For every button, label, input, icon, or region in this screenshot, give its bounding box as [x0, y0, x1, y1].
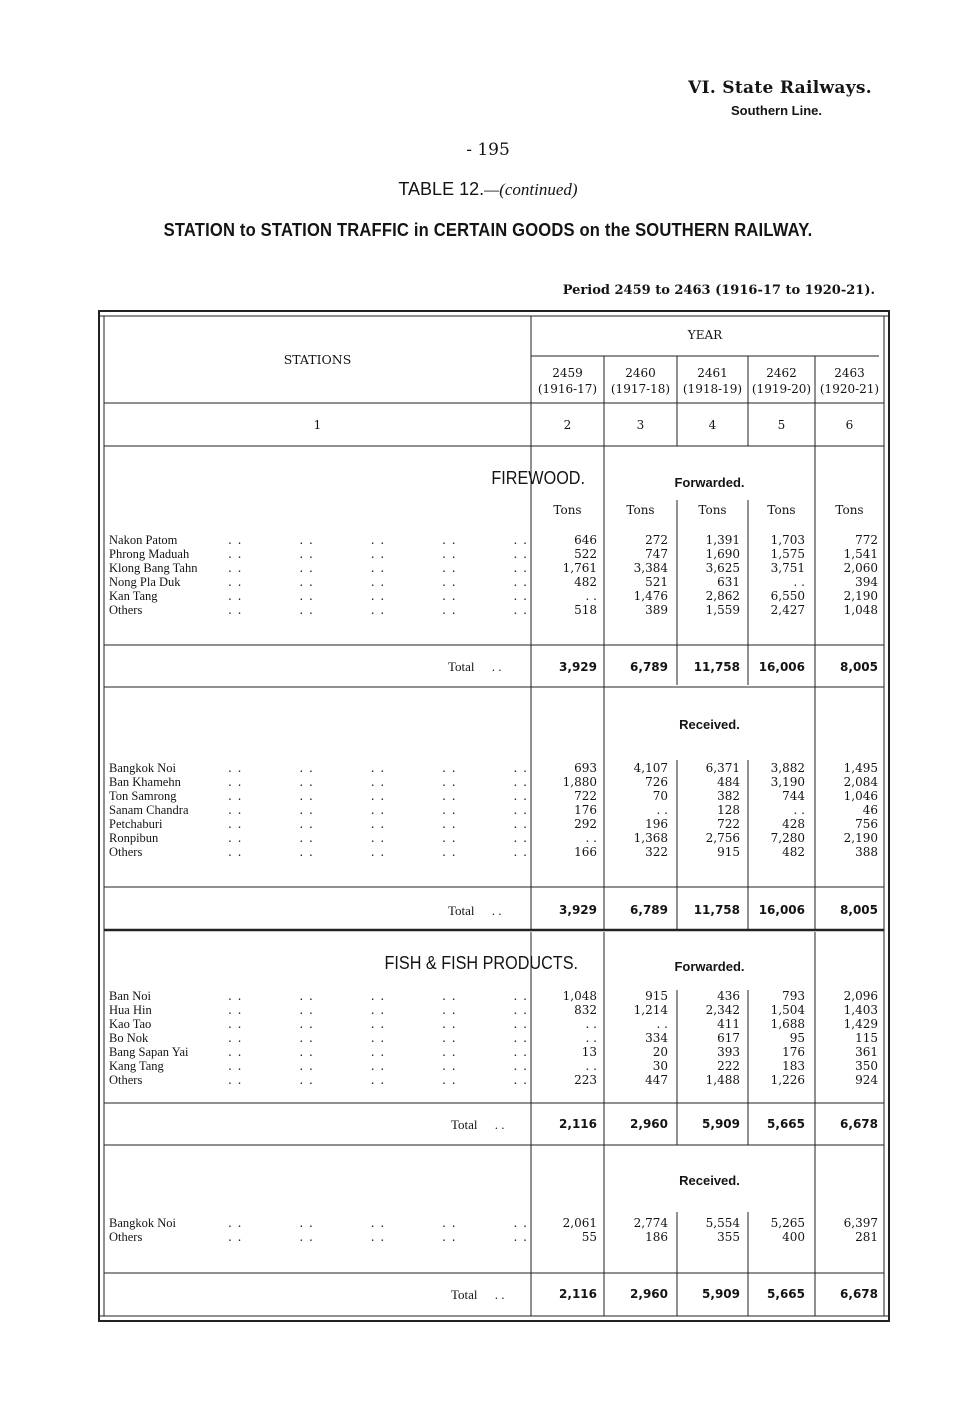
total-label: Total . .	[448, 659, 502, 674]
total-value: 6,789	[630, 903, 668, 917]
unit-label: Tons	[835, 503, 864, 517]
data-column: 793 1,504 1,688 95 176 183 1,226	[770, 989, 805, 1087]
unit-label: Tons	[698, 503, 727, 517]
year-col-2: 2460 (1917-18)	[610, 366, 671, 396]
forwarded-label: Forwarded.	[674, 959, 745, 974]
forwarded-label: Forwarded.	[674, 475, 745, 490]
station-name: Others	[109, 1073, 143, 1087]
main-title: STATION to STATION TRAFFIC in CERTAIN GOODS on the SOUTHERN RAILWAY.	[163, 220, 813, 240]
station-name: Ton Samrong	[109, 789, 177, 803]
leader-dots: . . . . . . . . . . . . . . . . . . . . . . . . . . . . . . . . . . . . . . . . . . . . . . . . . . . . . . . . . . . . . . . . . . . . . .	[228, 989, 528, 1087]
data-column: 915 1,214 . . 334 20 30 447	[633, 989, 668, 1087]
total-value: 8,005	[840, 660, 878, 674]
station-name: Nakon Patom	[109, 533, 178, 547]
data-column: 1,391 1,690 3,625 631 2,862 1,559	[705, 533, 740, 617]
col-number: 3	[636, 418, 645, 432]
unit-label: Tons	[767, 503, 796, 517]
col-number: 1	[313, 418, 322, 432]
data-column: 1,495 2,084 1,046 46 756 2,190 388	[843, 761, 878, 859]
station-name: Kang Tang	[109, 1059, 164, 1073]
station-name: Others	[109, 1230, 143, 1244]
unit-label: Tons	[626, 503, 655, 517]
leader-dots: . . . . . . . . . . . . . . . . . . . . . . . . . . . . . . . . . . . . . . . . . . . . . . . . . . . . . . . . . . . .	[228, 533, 528, 617]
total-value: 5,909	[702, 1287, 740, 1301]
station-name: Kao Tao	[109, 1017, 152, 1031]
station-name: Bangkok Noi	[109, 761, 177, 775]
section-title-firewood: FIREWOOD.	[491, 468, 585, 488]
unit-label: Tons	[553, 503, 582, 517]
total-label: Total . .	[448, 903, 502, 918]
data-column: 5,265 400	[770, 1216, 805, 1244]
data-column: 6,397 281	[843, 1216, 878, 1244]
station-name: Hua Hin	[109, 1003, 152, 1017]
station-name: Phrong Maduah	[109, 547, 190, 561]
total-value: 16,006	[758, 903, 805, 917]
year-header: YEAR	[687, 328, 723, 342]
total-value: 2,116	[559, 1117, 597, 1131]
station-name: Petchaburi	[109, 817, 163, 831]
total-label: Total . .	[451, 1287, 505, 1302]
data-column: 693 1,880 722 176 292 . . 166	[562, 761, 597, 859]
total-value: 5,909	[702, 1117, 740, 1131]
station-name: Nong Pla Duk	[109, 575, 181, 589]
total-label: Total . .	[451, 1117, 505, 1132]
station-name: Kan Tang	[109, 589, 158, 603]
received-label: Received.	[679, 717, 740, 732]
leader-dots: . . . . . . . . . . . . . . . . . . . .	[228, 1216, 528, 1244]
section-title-fish: FISH & FISH PRODUCTS.	[384, 953, 578, 973]
total-value: 2,960	[630, 1117, 668, 1131]
year-col-4: 2462 (1919-20)	[751, 366, 812, 396]
total-value: 8,005	[840, 903, 878, 917]
col-number: 5	[777, 418, 786, 432]
data-column: 2,774 186	[633, 1216, 668, 1244]
section-subtitle: Southern Line.	[731, 103, 822, 118]
station-name: Ronpibun	[109, 831, 159, 845]
stations-header: STATIONS	[283, 352, 352, 367]
station-name: Sanam Chandra	[109, 803, 189, 817]
total-value: 16,006	[758, 660, 805, 674]
station-name: Others	[109, 603, 143, 617]
data-column: 4,107 726 70 . . 196 1,368 322	[633, 761, 668, 859]
total-value: 3,929	[559, 903, 597, 917]
data-column: 2,096 1,403 1,429 115 361 350 924	[843, 989, 878, 1087]
total-value: 6,678	[840, 1287, 878, 1301]
total-value: 5,665	[767, 1287, 805, 1301]
station-name: Ban Khamehn	[109, 775, 181, 789]
total-value: 6,678	[840, 1117, 878, 1131]
total-value: 11,758	[693, 660, 740, 674]
data-column: 436 2,342 411 617 393 222 1,488	[705, 989, 740, 1087]
total-value: 5,665	[767, 1117, 805, 1131]
data-column: 2,061 55	[562, 1216, 597, 1244]
col-number: 4	[708, 418, 717, 432]
data-column: 1,048 832 . . . . 13 . . 223	[562, 989, 597, 1087]
total-value: 2,116	[559, 1287, 597, 1301]
total-value: 11,758	[693, 903, 740, 917]
station-name: Ban Noi	[109, 989, 152, 1003]
data-column: 3,882 3,190 744 . . 428 7,280 482	[770, 761, 805, 859]
year-col-1: 2459 (1916-17)	[537, 366, 598, 396]
table-label-suffix: —(continued)	[484, 180, 578, 199]
data-column: 646 522 1,761 482 . . 518	[562, 533, 597, 617]
period-label: Period 2459 to 2463 (1916-17 to 1920-21).	[562, 283, 875, 298]
leader-dots: . . . . . . . . . . . . . . . . . . . . . . . . . . . . . . . . . . . . . . . . . . . . . . . . . . . . . . . . . . . . . . . . . . . . . .	[228, 761, 528, 859]
total-value: 2,960	[630, 1287, 668, 1301]
year-col-5: 2463 (1920-21)	[819, 366, 880, 396]
year-col-3: 2461 (1918-19)	[682, 366, 743, 396]
station-name: Klong Bang Tahn	[109, 561, 198, 575]
station-name: Others	[109, 845, 143, 859]
data-column: 6,371 484 382 128 722 2,756 915	[705, 761, 740, 859]
received-label: Received.	[679, 1173, 740, 1188]
total-value: 3,929	[559, 660, 597, 674]
station-name: Bo Nok	[109, 1031, 149, 1045]
station-name: Bang Sapan Yai	[109, 1045, 189, 1059]
data-column: 272 747 3,384 521 1,476 389	[633, 533, 668, 617]
section-title: VI. State Railways.	[688, 78, 872, 98]
table-label-text: TABLE 12.	[398, 179, 485, 199]
total-value: 6,789	[630, 660, 668, 674]
data-column: 772 1,541 2,060 394 2,190 1,048	[843, 533, 878, 617]
col-number: 2	[563, 418, 572, 432]
data-column: 1,703 1,575 3,751 . . 6,550 2,427	[770, 533, 805, 617]
station-name: Bangkok Noi	[109, 1216, 177, 1230]
data-column: 5,554 355	[705, 1216, 740, 1244]
col-number: 6	[845, 418, 854, 432]
page-number: - 195	[466, 140, 510, 160]
